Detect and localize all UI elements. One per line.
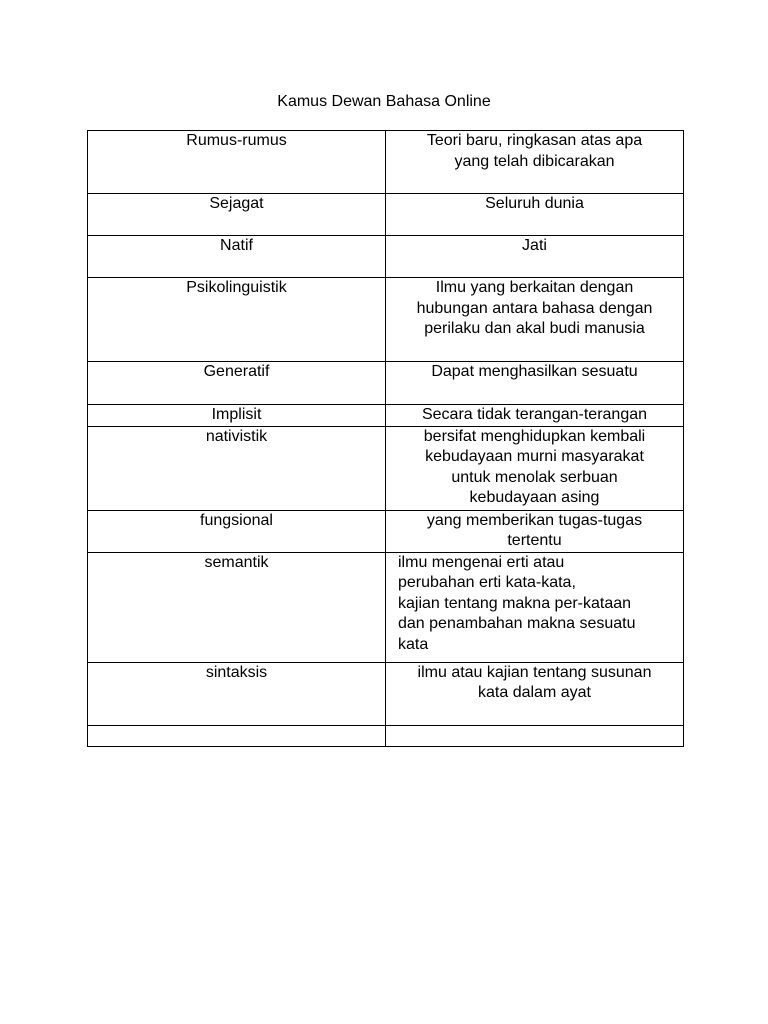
definition-line: hubungan antara bahasa dengan <box>416 299 653 317</box>
term-text: Rumus-rumus <box>186 132 287 149</box>
term-cell <box>88 426 386 510</box>
table-row <box>88 405 684 427</box>
term-cell <box>88 131 386 194</box>
term-text: semantik <box>204 553 269 571</box>
definition-line: yang memberikan tugas-tugas <box>426 511 643 529</box>
definition-line: yang telah dibicarakan <box>454 152 615 170</box>
definition-line: perilaku dan akal budi manusia <box>424 320 645 337</box>
term-cell <box>88 725 386 746</box>
term-text: Sejagat <box>209 195 264 212</box>
table-row <box>88 236 684 278</box>
definition-cell <box>386 131 684 194</box>
definition-line: Ilmu yang berkaitan dengan <box>435 279 634 296</box>
definition-line: kata <box>398 635 429 653</box>
definition-cell <box>386 662 684 725</box>
definition-line: Teori baru, ringkasan atas apa <box>426 132 643 149</box>
definition-cell <box>386 362 684 405</box>
definition-line: untuk menolak serbuan <box>451 468 618 486</box>
table-row <box>88 194 684 236</box>
term-text: fungsional <box>200 511 273 529</box>
table-row <box>88 278 684 362</box>
definition-line: perubahan erti kata-kata, <box>398 574 576 591</box>
table-row <box>88 426 684 510</box>
definition-line: Dapat menghasilkan sesuatu <box>431 363 638 380</box>
table-row <box>88 510 684 552</box>
term-text: nativistik <box>205 427 268 445</box>
term-cell <box>88 552 386 662</box>
table-row <box>88 725 684 746</box>
document-title: Kamus Dewan Bahasa Online <box>277 93 491 110</box>
definition-line: kebudayaan murni masyarakat <box>425 448 644 465</box>
definition-line: bersifat menghidupkan kembali <box>423 427 646 445</box>
definition-cell <box>386 426 684 510</box>
term-text: sintaksis <box>205 663 268 681</box>
definition-cell <box>386 405 684 427</box>
definition-line: ilmu mengenai erti atau <box>398 553 565 571</box>
definition-line: kata dalam ayat <box>478 684 591 701</box>
definition-line: Jati <box>522 237 547 254</box>
table-row <box>88 662 684 725</box>
definition-line: Seluruh dunia <box>485 195 584 212</box>
term-cell <box>88 362 386 405</box>
definition-line: ilmu atau kajian tentang susunan <box>417 663 652 681</box>
definition-cell <box>386 194 684 236</box>
definition-cell <box>386 552 684 662</box>
glossary-table <box>87 130 684 747</box>
term-cell <box>88 278 386 362</box>
definition-cell <box>386 725 684 746</box>
term-text: Psikolinguistik <box>186 279 287 296</box>
definition-line: Secara tidak terangan-terangan <box>421 406 648 423</box>
table-row <box>88 131 684 194</box>
term-cell <box>88 510 386 552</box>
term-text: Implisit <box>211 406 262 423</box>
definition-line: kebudayaan asing <box>469 489 600 506</box>
definition-cell <box>386 278 684 362</box>
definition-cell <box>386 236 684 278</box>
table-row <box>88 362 684 405</box>
term-cell <box>88 194 386 236</box>
term-cell <box>88 236 386 278</box>
definition-line: dan penambahan makna sesuatu <box>398 615 636 632</box>
table-row <box>88 552 684 662</box>
definition-line: kajian tentang makna per-kataan <box>398 594 632 612</box>
term-text: Natif <box>220 237 253 254</box>
term-cell <box>88 662 386 725</box>
definition-cell <box>386 510 684 552</box>
definition-line: tertentu <box>507 532 562 549</box>
term-cell <box>88 405 386 427</box>
term-text: Generatif <box>203 363 270 380</box>
